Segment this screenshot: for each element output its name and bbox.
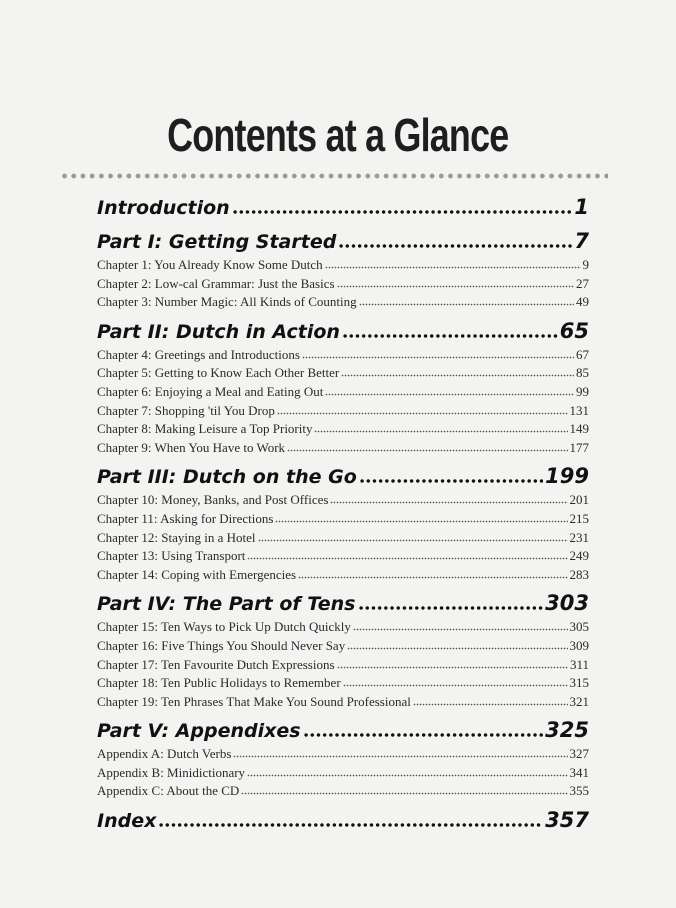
- entry-label: Chapter 3: Number Magic: All Kinds of Counting: [97, 294, 357, 310]
- dot-leader: [353, 628, 568, 631]
- entry-label: Chapter 19: Ten Phrases That Make You Sound Professional: [97, 693, 411, 709]
- toc-chapter-entry: [97, 637, 589, 656]
- dot-leader: [302, 356, 574, 359]
- toc-part-entry: [97, 461, 589, 491]
- entry-label: Chapter 12: Staying in a Hotel: [97, 529, 256, 545]
- entry-label: Part III: Dutch on the Go: [97, 466, 357, 489]
- entry-page-number: 309: [569, 637, 589, 653]
- entry-page-number: 321: [569, 693, 589, 709]
- entry-label: Chapter 9: When You Have to Work: [97, 439, 286, 455]
- dot-leader: [358, 606, 544, 610]
- entry-page-number: 341: [569, 764, 589, 780]
- entry-label: Chapter 10: Money, Banks, and Post Offices: [97, 492, 329, 508]
- toc-chapter-entry: [97, 745, 589, 764]
- toc-chapter-entry: [97, 383, 589, 402]
- entry-page-number: 231: [569, 529, 589, 545]
- entry-label: Chapter 6: Enjoying a Meal and Eating Out: [97, 383, 324, 399]
- entry-label: Chapter 4: Greetings and Introductions: [97, 346, 300, 362]
- entry-label: Chapter 2: Low-cal Grammar: Just the Basics: [97, 275, 335, 291]
- toc-chapter-entry: [97, 782, 589, 801]
- dotted-divider: [60, 172, 608, 180]
- dot-leader: [298, 576, 567, 579]
- dot-leader: [325, 393, 574, 396]
- dot-leader: [359, 479, 543, 483]
- entry-page-number: 27: [576, 275, 589, 291]
- toc-chapter-entry: [97, 420, 589, 439]
- dot-leader: [330, 501, 567, 504]
- entry-page-number: 99: [576, 383, 589, 399]
- dot-leader: [247, 557, 567, 560]
- entry-label: Appendix A: Dutch Verbs: [97, 746, 232, 762]
- dot-leader: [241, 792, 567, 795]
- dot-leader: [347, 647, 567, 650]
- entry-page-number: 325: [545, 718, 589, 743]
- dot-leader: [343, 684, 568, 687]
- entry-page-number: 149: [569, 421, 589, 437]
- entry-page-number: 283: [569, 566, 589, 582]
- dot-leader: [247, 774, 567, 777]
- entry-page-number: 67: [576, 346, 589, 362]
- toc-chapter-entry: [97, 693, 589, 712]
- dot-leader: [158, 823, 543, 827]
- dot-leader: [287, 449, 567, 452]
- entry-label: Chapter 5: Getting to Know Each Other Better: [97, 365, 340, 381]
- toc-chapter-entry: [97, 491, 589, 510]
- entry-label: Chapter 7: Shopping 'til You Drop: [97, 402, 275, 418]
- toc-part-entry: [97, 588, 589, 618]
- dot-leader: [277, 412, 568, 415]
- entry-page-number: 215: [569, 510, 589, 526]
- dot-leader: [303, 733, 544, 737]
- entry-page-number: 249: [569, 548, 589, 564]
- toc-chapter-entry: [97, 402, 589, 421]
- entry-label: Chapter 14: Coping with Emergencies: [97, 566, 297, 582]
- toc-part-entry: [97, 316, 589, 346]
- toc-chapter-entry: [97, 674, 589, 693]
- dot-leader: [337, 285, 574, 288]
- entry-label: Chapter 13: Using Transport: [97, 548, 246, 564]
- toc-chapter-entry: [97, 529, 589, 548]
- entry-page-number: 355: [569, 783, 589, 799]
- dot-leader: [359, 303, 574, 306]
- dot-leader: [258, 539, 568, 542]
- entry-page-number: 327: [569, 746, 589, 762]
- toc-part-entry: [97, 805, 589, 835]
- toc-chapter-entry: [97, 364, 589, 383]
- entry-label: Appendix C: About the CD: [97, 783, 240, 799]
- entry-label: Index: [97, 810, 157, 833]
- entry-page-number: 85: [576, 365, 589, 381]
- entry-label: Part V: Appendixes: [97, 720, 301, 743]
- dot-leader: [341, 374, 574, 377]
- toc-part-entry: [97, 226, 589, 256]
- entry-label: Chapter 1: You Already Know Some Dutch: [97, 257, 323, 272]
- entry-page-number: 177: [569, 439, 589, 455]
- toc-chapter-entry: [97, 439, 589, 458]
- toc-chapter-entry: [97, 275, 589, 294]
- entry-label: Part II: Dutch in Action: [97, 320, 340, 343]
- toc-part-entry: [97, 192, 589, 222]
- entry-label: Chapter 17: Ten Favourite Dutch Expressions: [97, 656, 335, 672]
- toc-chapter-entry: [97, 293, 589, 312]
- entry-page-number: 65: [559, 318, 589, 343]
- toc-chapter-entry: [97, 566, 589, 585]
- entry-page-number: 201: [569, 492, 589, 508]
- dot-leader: [342, 334, 558, 338]
- dot-leader: [325, 266, 581, 269]
- entry-label: Part I: Getting Started: [97, 231, 337, 253]
- table-of-contents: [97, 192, 589, 835]
- dot-leader: [337, 666, 568, 669]
- dot-leader: [232, 210, 573, 214]
- entry-label: Chapter 16: Five Things You Should Never Say: [97, 637, 346, 653]
- entry-label: Chapter 18: Ten Public Holidays to Remember: [97, 675, 341, 691]
- entry-page-number: 315: [569, 675, 589, 691]
- entry-label: Appendix B: Minidictionary: [97, 764, 246, 780]
- dot-leader: [338, 244, 572, 248]
- entry-page-number: 305: [569, 619, 589, 635]
- toc-chapter-entry: [97, 547, 589, 566]
- entry-label: Chapter 15: Ten Ways to Pick Up Dutch Quickly: [97, 619, 351, 635]
- entry-label: Chapter 8: Making Leisure a Top Priority: [97, 421, 313, 437]
- entry-page-number: 9: [582, 257, 589, 272]
- dot-leader: [413, 703, 568, 706]
- toc-chapter-entry: [97, 510, 589, 529]
- toc-part-entry: [97, 715, 589, 745]
- toc-chapter-entry: [97, 618, 589, 637]
- entry-page-number: 311: [569, 656, 589, 672]
- entry-page-number: 303: [545, 591, 589, 616]
- toc-chapter-entry: [97, 256, 589, 275]
- entry-label: Part IV: The Part of Tens: [97, 593, 356, 616]
- entry-page-number: 199: [545, 464, 589, 489]
- entry-label: Chapter 11: Asking for Directions: [97, 510, 274, 526]
- page-title-text: Contents at a Glance: [167, 109, 509, 161]
- toc-chapter-entry: [97, 656, 589, 675]
- entry-page-number: 1: [574, 195, 589, 219]
- entry-page-number: 131: [569, 402, 589, 418]
- entry-label: Introduction: [97, 197, 230, 219]
- entry-page-number: 7: [574, 229, 589, 253]
- page-title: [0, 108, 676, 162]
- entry-page-number: 357: [545, 808, 589, 833]
- toc-chapter-entry: [97, 346, 589, 365]
- entry-page-number: 49: [576, 294, 589, 310]
- toc-chapter-entry: [97, 764, 589, 783]
- dot-leader: [233, 755, 567, 758]
- dot-leader: [314, 430, 567, 433]
- dot-leader: [275, 520, 567, 523]
